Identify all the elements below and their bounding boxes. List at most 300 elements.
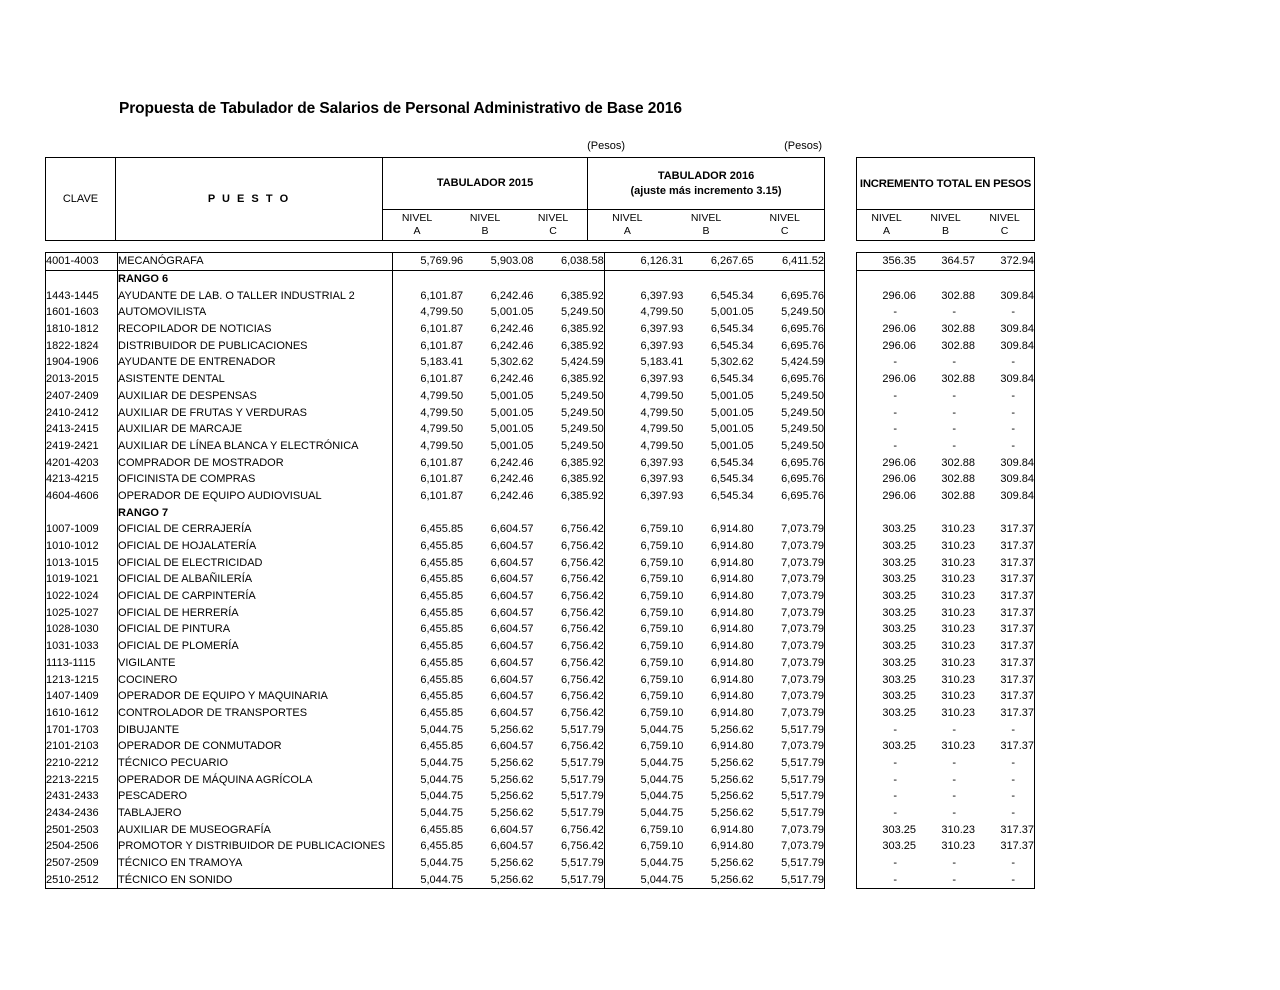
cell-clave: 1904-1906 [46,354,118,371]
cell-2016-nivel-b: 6,914.80 [710,606,754,619]
cell-2015-nivel-b: 6,242.46 [490,339,534,352]
cell-incremento-nivel-c: 317.37 [1000,590,1034,603]
cell-2015-nivel-c: 6,756.42 [533,705,604,722]
cell-clave: 1010-1012 [46,538,118,555]
table-row [46,705,824,722]
cell-incremento-nivel-c: 317.37 [1000,540,1034,553]
increment-row [857,588,1034,605]
cell-2016-nivel-c: 7,073.79 [781,540,824,553]
cell-2016-nivel-a: 5,044.75 [640,790,684,803]
cell-puesto: DISTRIBUIDOR DE PUBLICACIONES [118,337,393,354]
cell-puesto: OFICIAL DE HERRERÍA [118,604,393,621]
cell-2016-nivel-b: 6,914.80 [710,823,754,836]
header-level-2015-a [383,210,451,240]
increment-row [857,788,1034,805]
cell-2016-nivel-b: 6,545.34 [710,456,754,469]
cell-2015-nivel-c: 6,756.42 [533,821,604,838]
cell-clave: 2213-2215 [46,771,118,788]
header-level-inc-b-line2: B [941,225,949,237]
cell-incremento-nivel-a: 303.25 [882,540,916,553]
cell-2015-nivel-c: 6,385.92 [533,471,604,488]
cell-2015-nivel-a: 4,799.50 [420,423,464,436]
cell-incremento-nivel-a [857,270,916,287]
cell-incremento-nivel-a: - [893,423,897,436]
cell-incremento-nivel-c: 309.84 [1000,489,1034,502]
cell-incremento-nivel-b: 310.23 [941,573,975,586]
cell-incremento-nivel-b: - [952,857,956,870]
cell-2015-nivel-a: 5,044.75 [420,756,464,769]
cell-2016-nivel-a: 5,044.75 [640,807,684,820]
cell-incremento-nivel-c: 317.37 [1000,573,1034,586]
cell-2016-nivel-c: 5,517.79 [781,723,824,736]
table-header-increment [856,157,1035,241]
cell-clave: 2504-2506 [46,838,118,855]
cell-2016-nivel-b: 6,914.80 [710,590,754,603]
cell-incremento-nivel-c: 309.84 [1000,289,1034,302]
increment-row [857,621,1034,638]
cell-incremento-nivel-c: 317.37 [1000,690,1034,703]
cell-2016-nivel-b: 5,001.05 [710,439,754,452]
cell-clave: 2501-2503 [46,821,118,838]
cell-rango-label: RANGO 6 [118,270,393,287]
table-row [46,771,824,788]
cell-incremento-nivel-c: 317.37 [1000,840,1034,853]
cell-2016-nivel-b: 6,914.80 [710,556,754,569]
cell-2015-nivel-c: 6,385.92 [533,287,604,304]
header-level-2015-a-line2: A [413,225,421,237]
table-row [46,588,824,605]
cell-2016-nivel-a: 5,044.75 [640,773,684,786]
cell-incremento-nivel-a: - [893,439,897,452]
table-group-row [46,270,824,287]
table-row [46,821,824,838]
units-label-2016: (Pesos) [784,140,822,152]
cell-2016-nivel-b: 6,914.80 [710,690,754,703]
cell-2015-nivel-b: 6,242.46 [490,323,534,336]
cell-incremento-nivel-b: 310.23 [941,640,975,653]
cell-incremento-nivel-c [975,504,1034,521]
cell-2015-nivel-b: 5,256.62 [490,873,534,886]
cell-2016-nivel-c: 5,249.50 [781,423,824,436]
cell-2016-nivel-a: 4,799.50 [640,389,684,402]
table-row [46,655,824,672]
header-level-inc-b-line1: NIVEL [930,211,961,224]
cell-2015-nivel-b [463,504,533,521]
page-title: Propuesta de Tabulador de Salarios de Personal Administrativo de Base 2016 [119,100,682,117]
cell-puesto: TÉCNICO EN SONIDO [118,871,393,888]
cell-2015-nivel-b: 5,001.05 [490,439,534,452]
cell-2016-nivel-c: 5,517.79 [781,873,824,886]
header-cell-clave: CLAVE [46,158,116,240]
cell-2015-nivel-a: 5,769.96 [392,253,463,270]
cell-2015-nivel-b: 5,001.05 [490,406,534,419]
cell-puesto: OFICIAL DE HOJALATERÍA [118,538,393,555]
cell-2016-nivel-a: 5,044.75 [640,857,684,870]
cell-incremento-nivel-a: - [893,306,897,319]
cell-incremento-nivel-b: 310.23 [941,590,975,603]
cell-2015-nivel-b: 6,242.46 [490,456,534,469]
cell-puesto: OFICIAL DE ELECTRICIDAD [118,554,393,571]
header-levels-2016 [588,210,824,240]
cell-incremento-nivel-c: 317.37 [1000,523,1034,536]
cell-2015-nivel-a: 4,799.50 [420,389,464,402]
cell-incremento-nivel-b: - [952,423,956,436]
increment-row [857,805,1034,822]
cell-2016-nivel-b: 6,545.34 [710,339,754,352]
cell-incremento-nivel-a: 303.25 [882,823,916,836]
cell-incremento-nivel-c: - [1011,873,1015,886]
cell-2015-nivel-c: 6,756.42 [533,571,604,588]
cell-incremento-nivel-a: - [893,790,897,803]
cell-2016-nivel-b: 6,545.34 [710,489,754,502]
cell-2016-nivel-c: 5,249.50 [781,439,824,452]
increment-group-row [857,504,1034,521]
cell-2016-nivel-b: 5,302.62 [710,356,754,369]
cell-incremento-nivel-b: - [952,873,956,886]
cell-2016-nivel-a: 6,397.93 [640,339,684,352]
cell-2016-nivel-c: 5,249.50 [781,389,824,402]
cell-puesto: TABLAJERO [118,805,393,822]
cell-2016-nivel-b: 5,256.62 [710,807,754,820]
cell-2015-nivel-c: 5,424.59 [533,354,604,371]
cell-2016-nivel-c [754,504,824,521]
cell-2016-nivel-b: 6,914.80 [710,656,754,669]
cell-puesto: OPERADOR DE EQUIPO AUDIOVISUAL [118,488,393,505]
cell-incremento-nivel-b: 310.23 [941,706,975,719]
cell-2016-nivel-b: 6,545.34 [710,473,754,486]
cell-incremento-nivel-b: 310.23 [941,823,975,836]
cell-incremento-nivel-a: 296.06 [882,473,916,486]
cell-incremento-nivel-b: - [952,790,956,803]
cell-clave: 1610-1612 [46,705,118,722]
header-level-inc-c-line2: C [1000,225,1009,237]
cell-incremento-nivel-a: 303.25 [882,690,916,703]
cell-puesto: OFICIAL DE PLOMERÍA [118,638,393,655]
increment-row [857,721,1034,738]
cell-2016-nivel-a: 6,397.93 [640,489,684,502]
cell-2016-nivel-a: 5,044.75 [640,756,684,769]
cell-incremento-nivel-c: 309.84 [1000,339,1034,352]
cell-2016-nivel-c: 5,249.50 [781,406,824,419]
increment-row [857,304,1034,321]
cell-incremento-nivel-a: 356.35 [857,253,916,270]
cell-clave: 4001-4003 [46,253,118,270]
cell-2016-nivel-c: 7,073.79 [781,690,824,703]
cell-2016-nivel-a: 6,759.10 [640,690,684,703]
cell-2015-nivel-c: 6,756.42 [533,688,604,705]
cell-incremento-nivel-c: - [1011,756,1015,769]
cell-2016-nivel-c: 6,695.76 [781,373,824,386]
header-level-2015-c [519,210,587,240]
cell-puesto: DIBUJANTE [118,721,393,738]
cell-2016-nivel-a: 6,759.10 [640,623,684,636]
cell-incremento-nivel-b: 310.23 [941,556,975,569]
increment-row [857,287,1034,304]
cell-2016-nivel-c: 7,073.79 [781,556,824,569]
cell-2016-nivel-c: 5,517.79 [781,773,824,786]
cell-incremento-nivel-a: 303.25 [882,523,916,536]
cell-2015-nivel-b: 6,604.57 [490,590,534,603]
cell-incremento-nivel-b: 310.23 [941,740,975,753]
cell-2015-nivel-a: 6,455.85 [420,573,464,586]
cell-incremento-nivel-a: 303.25 [882,556,916,569]
increment-row [857,855,1034,872]
cell-incremento-nivel-b: 310.23 [941,673,975,686]
cell-2016-nivel-a: 6,759.10 [640,823,684,836]
cell-2015-nivel-b: 6,242.46 [490,289,534,302]
cell-clave: 1810-1812 [46,321,118,338]
cell-2015-nivel-c: 6,756.42 [533,588,604,605]
header-level-2015-c-line2: C [549,225,557,237]
header-level-2015-a-line1: NIVEL [401,211,433,224]
cell-2016-nivel-c: 7,073.79 [781,623,824,636]
cell-2016-nivel-a: 6,759.10 [640,640,684,653]
cell-incremento-nivel-a: 296.06 [882,456,916,469]
cell-incremento-nivel-a: 303.25 [882,706,916,719]
cell-2015-nivel-c: 5,517.79 [533,805,604,822]
cell-2016-nivel-c: 7,073.79 [781,673,824,686]
cell-2016-nivel-b: 6,914.80 [710,540,754,553]
cell-2016-nivel-c [754,270,824,287]
table-row [46,755,824,772]
cell-incremento-nivel-a: 303.25 [882,673,916,686]
table-row [46,855,824,872]
cell-2015-nivel-a: 6,101.87 [420,373,464,386]
cell-incremento-nivel-c: - [1011,807,1015,820]
cell-puesto: COCINERO [118,671,393,688]
cell-2016-nivel-a: 6,759.10 [640,706,684,719]
cell-2016-nivel-b: 6,545.34 [710,289,754,302]
cell-puesto: OPERADOR DE CONMUTADOR [118,738,393,755]
cell-2016-nivel-b: 6,267.65 [683,253,753,270]
cell-2015-nivel-b: 6,604.57 [490,823,534,836]
table-row [46,404,824,421]
table-row [46,321,824,338]
table-row [46,304,824,321]
cell-2015-nivel-a: 6,455.85 [420,556,464,569]
cell-2015-nivel-a: 6,455.85 [420,640,464,653]
cell-incremento-nivel-c: 309.84 [1000,473,1034,486]
header-level-inc-c [975,210,1034,240]
cell-incremento-nivel-c: - [1011,389,1015,402]
cell-incremento-nivel-c: 317.37 [1000,556,1034,569]
cell-incremento-nivel-c: - [1011,439,1015,452]
cell-incremento-nivel-a: - [893,773,897,786]
cell-2015-nivel-a [392,504,463,521]
cell-2016-nivel-b: 5,001.05 [710,306,754,319]
table-header-main [45,157,825,241]
cell-incremento-nivel-c: 317.37 [1000,640,1034,653]
cell-2016-nivel-b [683,270,753,287]
cell-incremento-nivel-b: 310.23 [941,840,975,853]
cell-clave: 1013-1015 [46,554,118,571]
cell-puesto: MECANÓGRAFA [118,253,393,270]
table-row [46,538,824,555]
cell-incremento-nivel-a: 303.25 [882,640,916,653]
cell-2016-nivel-c: 5,517.79 [781,857,824,870]
cell-puesto: COMPRADOR DE MOSTRADOR [118,454,393,471]
cell-incremento-nivel-a: 303.25 [882,590,916,603]
cell-incremento-nivel-b: 310.23 [941,540,975,553]
cell-puesto: OFICIAL DE PINTURA [118,621,393,638]
header-level-2016-c-line2: C [780,225,789,237]
cell-clave: 1822-1824 [46,337,118,354]
salary-table-increment [856,252,1035,889]
cell-clave [46,504,118,521]
cell-2016-nivel-c: 6,695.76 [781,489,824,502]
increment-row [857,655,1034,672]
header-group-title-2016-line1: TABULADOR 2016 [657,169,755,182]
cell-2016-nivel-a: 6,759.10 [640,590,684,603]
cell-2015-nivel-c: 5,517.79 [533,788,604,805]
header-group-title-2016 [588,158,824,210]
cell-2015-nivel-a: 6,455.85 [420,540,464,553]
cell-2015-nivel-c: 6,756.42 [533,521,604,538]
cell-2016-nivel-a: 6,759.10 [640,573,684,586]
header-level-2016-c [745,210,824,240]
cell-2016-nivel-a: 4,799.50 [640,423,684,436]
cell-incremento-nivel-b: - [952,389,956,402]
cell-puesto: OPERADOR DE EQUIPO Y MAQUINARIA [118,688,393,705]
cell-2015-nivel-a: 4,799.50 [420,406,464,419]
cell-2015-nivel-a: 6,455.85 [420,606,464,619]
increment-row [857,388,1034,405]
table-row [46,488,824,505]
cell-2015-nivel-b: 6,604.57 [490,840,534,853]
increment-row [857,253,1034,270]
header-level-2015-c-line1: NIVEL [537,211,569,224]
cell-2016-nivel-b: 5,001.05 [710,423,754,436]
cell-2015-nivel-b: 6,604.57 [490,623,534,636]
cell-2016-nivel-a [604,504,683,521]
cell-2016-nivel-a: 6,397.93 [640,373,684,386]
cell-incremento-nivel-b: - [952,439,956,452]
cell-puesto: AUXILIAR DE LÍNEA BLANCA Y ELECTRÓNICA [118,438,393,455]
cell-puesto: TÉCNICO EN TRAMOYA [118,855,393,872]
increment-row [857,838,1034,855]
cell-puesto: AUXILIAR DE MUSEOGRAFÍA [118,821,393,838]
salary-table-main-grid [46,253,824,888]
cell-2016-nivel-b: 6,914.80 [710,740,754,753]
cell-clave: 2013-2015 [46,371,118,388]
cell-2015-nivel-c: 5,249.50 [533,304,604,321]
cell-2015-nivel-a: 4,799.50 [420,439,464,452]
cell-2016-nivel-c: 7,073.79 [781,640,824,653]
cell-2015-nivel-a: 6,101.87 [420,473,464,486]
cell-2015-nivel-a: 6,455.85 [420,673,464,686]
cell-incremento-nivel-c: - [1011,306,1015,319]
table-row [46,521,824,538]
cell-2015-nivel-b: 5,001.05 [490,423,534,436]
increment-row [857,321,1034,338]
cell-2015-nivel-a: 5,044.75 [420,807,464,820]
cell-2015-nivel-a: 6,455.85 [420,823,464,836]
cell-incremento-nivel-a: 296.06 [882,373,916,386]
cell-2016-nivel-c: 5,249.50 [781,306,824,319]
cell-2016-nivel-b: 6,914.80 [710,523,754,536]
cell-2015-nivel-b: 6,604.57 [490,523,534,536]
header-level-2016-b-line2: B [702,225,710,237]
table-row [46,438,824,455]
cell-incremento-nivel-b: 310.23 [941,623,975,636]
cell-incremento-nivel-b: - [952,306,956,319]
cell-2015-nivel-a: 6,101.87 [420,289,464,302]
increment-row [857,488,1034,505]
cell-incremento-nivel-b [916,270,975,287]
cell-incremento-nivel-b: 302.88 [941,489,975,502]
cell-2016-nivel-b: 5,256.62 [710,756,754,769]
table-row [46,421,824,438]
cell-clave: 2431-2433 [46,788,118,805]
table-row [46,738,824,755]
cell-incremento-nivel-b: 302.88 [941,473,975,486]
cell-incremento-nivel-a: 303.25 [882,623,916,636]
cell-2016-nivel-a: 6,397.93 [640,473,684,486]
cell-rango-label: RANGO 7 [118,504,393,521]
header-cell-puesto: P U E S T O [116,158,383,240]
cell-2015-nivel-c: 6,038.58 [533,253,604,270]
cell-incremento-nivel-c: - [1011,423,1015,436]
cell-2015-nivel-a: 6,101.87 [420,323,464,336]
cell-clave: 1443-1445 [46,287,118,304]
cell-2015-nivel-c: 5,249.50 [533,404,604,421]
increment-row [857,871,1034,888]
table-row [46,253,824,270]
cell-2016-nivel-c: 5,424.59 [781,356,824,369]
cell-2016-nivel-c: 6,695.76 [781,473,824,486]
cell-2015-nivel-c: 6,756.42 [533,621,604,638]
header-level-2016-a-line2: A [623,225,631,237]
cell-2016-nivel-c: 7,073.79 [781,590,824,603]
cell-2015-nivel-c: 6,756.42 [533,738,604,755]
cell-incremento-nivel-c: 317.37 [1000,673,1034,686]
table-row [46,454,824,471]
cell-clave: 1022-1024 [46,588,118,605]
cell-incremento-nivel-b [916,504,975,521]
increment-row [857,404,1034,421]
cell-incremento-nivel-b: 302.88 [941,456,975,469]
header-group-title-2015-line1: TABULADOR 2015 [436,177,534,190]
increment-row [857,421,1034,438]
cell-2015-nivel-b: 5,256.62 [490,807,534,820]
cell-2015-nivel-b: 6,604.57 [490,573,534,586]
cell-clave: 2410-2412 [46,404,118,421]
cell-2016-nivel-b: 6,914.80 [710,640,754,653]
cell-2015-nivel-b: 6,242.46 [490,489,534,502]
cell-2015-nivel-a: 5,183.41 [420,356,464,369]
cell-2016-nivel-a: 6,759.10 [640,523,684,536]
cell-incremento-nivel-b: - [952,807,956,820]
cell-2015-nivel-b: 5,256.62 [490,773,534,786]
increment-row [857,671,1034,688]
header-level-2016-a-line1: NIVEL [612,211,643,224]
cell-2015-nivel-c: 6,385.92 [533,454,604,471]
cell-2016-nivel-a: 6,126.31 [604,253,683,270]
cell-clave: 4213-4215 [46,471,118,488]
cell-incremento-nivel-a: - [893,807,897,820]
cell-2015-nivel-c: 5,517.79 [533,721,604,738]
cell-incremento-nivel-b: - [952,406,956,419]
cell-2016-nivel-c: 7,073.79 [781,706,824,719]
cell-2016-nivel-c: 7,073.79 [781,740,824,753]
cell-incremento-nivel-b: - [952,756,956,769]
cell-2015-nivel-a: 5,044.75 [420,873,464,886]
cell-2016-nivel-a: 6,759.10 [640,606,684,619]
cell-puesto: TÉCNICO PECUARIO [118,755,393,772]
cell-clave: 1113-1115 [46,655,118,672]
table-row [46,604,824,621]
increment-row [857,554,1034,571]
